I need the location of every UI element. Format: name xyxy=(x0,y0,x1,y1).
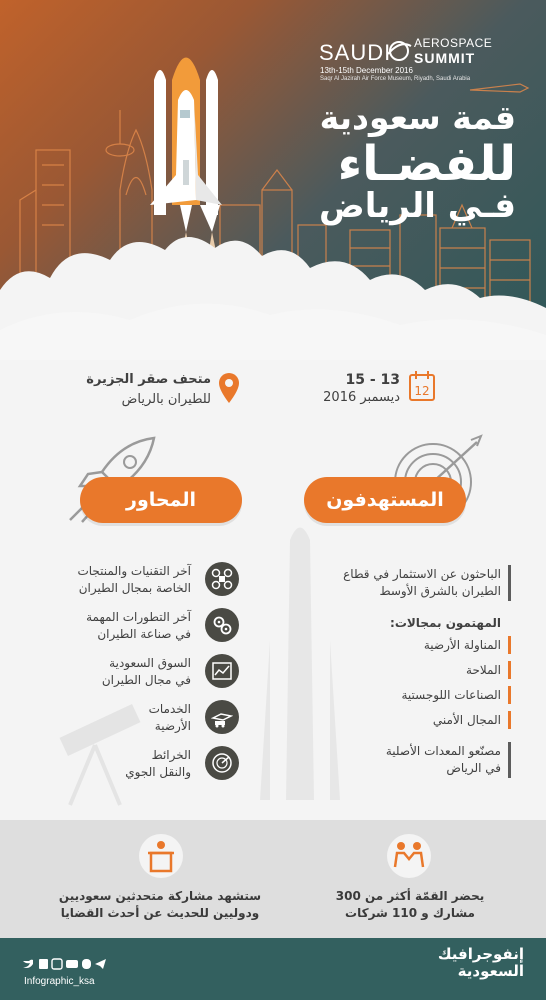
axes-item-1-line-2: الخاصة بمجال الطيران xyxy=(78,581,191,595)
snapchat-icon xyxy=(82,959,91,969)
twitter-icon xyxy=(23,960,33,968)
date-range: 13 - 15 xyxy=(345,372,400,388)
axes-heading: المحاور xyxy=(126,489,196,511)
hero-banner xyxy=(0,0,546,360)
brand-venue: Saqr Al Jazirah Air Force Museum, Riyadh, Saudi Arabia xyxy=(320,76,471,82)
logo-line-2: السعودية xyxy=(457,962,524,980)
targets-sub-bar-2 xyxy=(508,661,511,679)
targets-sub-bar-1 xyxy=(508,636,511,654)
podium-icon xyxy=(138,833,184,879)
brand-swoosh-icon xyxy=(386,38,412,64)
social-icons xyxy=(22,958,142,970)
axes-section-pill xyxy=(80,477,242,523)
chart-icon xyxy=(205,654,239,688)
summary-right-line-1: يحضر القمّة أكثر من 300 xyxy=(335,889,485,903)
brand-saudi: SAUDI xyxy=(319,40,392,65)
summary-left-line-2: ودوليين للحديث عن أحدث القضايا xyxy=(60,906,260,920)
axes-item-3-line-1: السوق السعودية xyxy=(109,656,191,670)
summary-right-line-2: مشارك و 110 شركات xyxy=(345,906,475,920)
axes-item-3-line-2: في مجال الطيران xyxy=(101,673,191,687)
targets-bar-1 xyxy=(508,565,511,601)
handshake-icon xyxy=(386,833,432,879)
axes-item-4-line-2: الأرضية xyxy=(154,719,191,733)
calendar-day: 12 xyxy=(414,384,430,398)
ground-service-icon xyxy=(205,700,239,734)
targets-item-3-line-1: مصنّعو المعدات الأصلية xyxy=(385,744,501,758)
targets-sub-bar-4 xyxy=(508,711,511,729)
youtube-icon xyxy=(66,960,78,968)
targets-item-1-line-2: الطيران بالشرق الأوسط xyxy=(379,584,501,598)
targets-interested-heading: المهتمون بمجالات: xyxy=(390,616,501,630)
date-month-year: ديسمبر 2016 xyxy=(323,390,400,405)
telegram-icon xyxy=(95,959,106,969)
radar-icon xyxy=(205,746,239,780)
targets-heading: المستهدفون xyxy=(326,489,444,511)
title-line-2: للفضـاء xyxy=(337,136,516,192)
background-telescope-graphic xyxy=(40,700,150,810)
targets-item-3-line-2: في الرياض xyxy=(446,761,501,775)
axes-item-5-line-1: الخرائط xyxy=(151,748,191,762)
smoke-clouds-graphic xyxy=(0,220,546,360)
brand-summit: SUMMIT xyxy=(414,50,476,66)
facebook-icon xyxy=(39,959,48,969)
axes-item-2-line-1: آخر التطورات المهمة xyxy=(86,610,191,624)
axes-item-4-line-1: الخدمات xyxy=(148,702,191,716)
targets-section-pill xyxy=(304,477,466,523)
background-shuttle-graphic xyxy=(240,520,360,820)
brand-aerospace: AEROSPACE xyxy=(414,36,493,50)
title-line-3: فـي الرياض xyxy=(319,186,516,226)
location-line-1: متحف صقر الجزيرة xyxy=(86,372,211,387)
targets-item-1-line-1: الباحثون عن الاستثمار في قطاع xyxy=(343,567,501,581)
targets-sub-bar-3 xyxy=(508,686,511,704)
location-line-2: للطيران بالرياض xyxy=(121,392,211,407)
drone-icon xyxy=(205,562,239,596)
title-line-1: قمة سعودية xyxy=(319,98,516,137)
infographic-ksa-logo xyxy=(438,946,524,980)
logo-line-1: إنفوجرافيك xyxy=(437,945,524,963)
brand-dates: 13th-15th December 2016 xyxy=(320,66,413,75)
location-pin-icon xyxy=(218,372,240,404)
social-handle[interactable]: Infographic_ksa xyxy=(24,976,95,987)
calendar-icon xyxy=(408,370,436,402)
targets-bar-3 xyxy=(508,742,511,778)
instagram-icon xyxy=(52,959,62,969)
targets-sub-4: المجال الأمني xyxy=(432,713,501,727)
targets-sub-2: الملاحة xyxy=(466,663,501,677)
axes-item-1-line-1: آخر التقنيات والمنتجات xyxy=(77,564,191,578)
summary-left-line-1: ستشهد مشاركة متحدثين سعوديين xyxy=(58,889,262,903)
targets-sub-1: المناولة الأرضية xyxy=(423,638,501,652)
targets-sub-3: الصناعات اللوجستية xyxy=(401,688,501,702)
axes-item-2-line-2: في صناعة الطيران xyxy=(97,627,191,641)
gears-icon xyxy=(205,608,239,642)
axes-item-5-line-2: والنقل الجوي xyxy=(125,765,191,779)
